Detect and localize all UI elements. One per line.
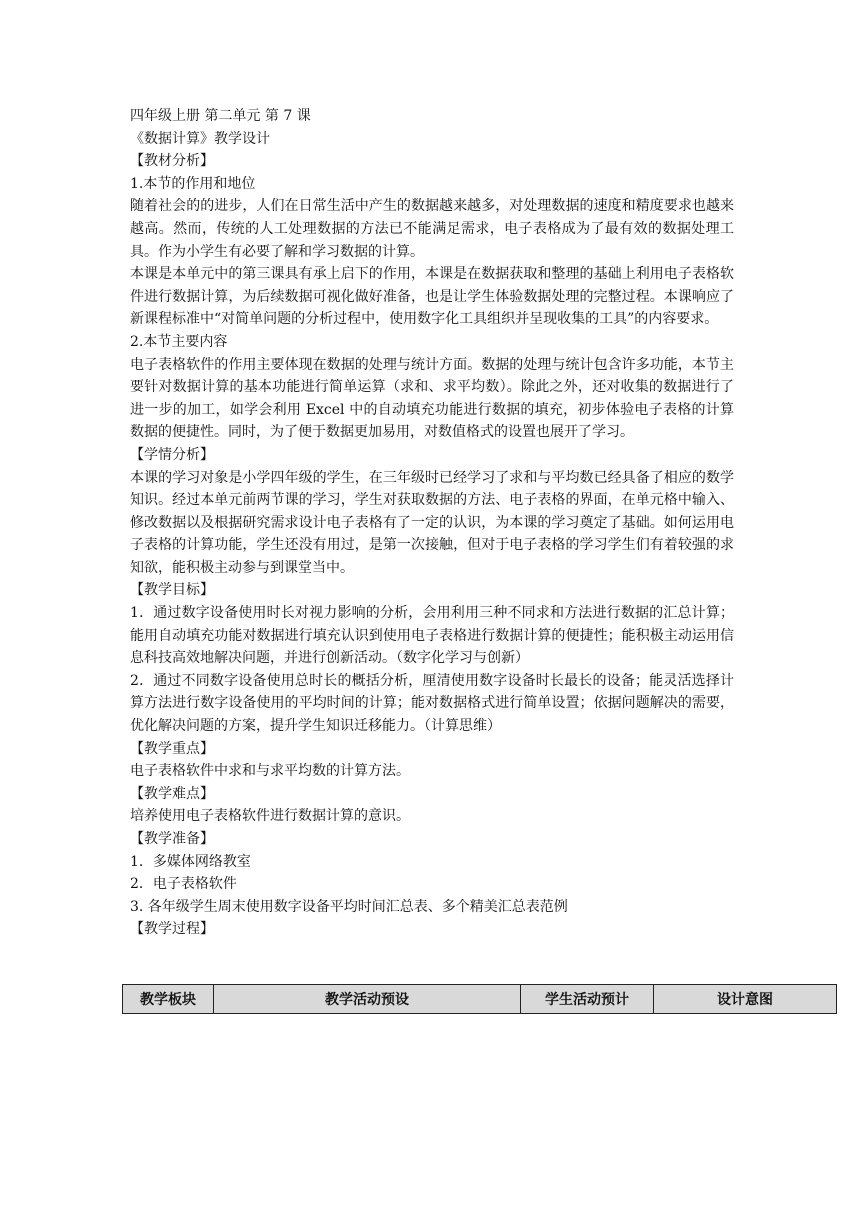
header-cell-student-activity: 学生活动预计 xyxy=(521,985,654,1014)
section-heading-student-analysis: 【学情分析】 xyxy=(130,446,214,463)
teaching-process-table xyxy=(122,984,837,1014)
paragraph-student-analysis: 本课的学习对象是小学四年级的学生，在三年级时已经学习了求和与平均数已经具备了相应的数学知识。经过本单元前两节课的学习，学生对获取数据的方法、电子表格的界面，在单元格中输入、修改数据以及根据研究需求设计电子表格有了一定的认识，为本课的学习奠定了基础。如何运用电子表格的计算功能，学生还没有用过，是第一次接触，但对于电子表格的学习学生们有着较强的求知欲，能积极主动参与到课堂当中。 xyxy=(130,469,734,576)
header-cell-design-intent: 设计意图 xyxy=(654,985,837,1014)
section-heading-teaching-goals: 【教学目标】 xyxy=(130,582,214,599)
paragraph-role-1: 随着社会的的进步，人们在日常生活中产生的数据越来越多，对处理数据的速度和精度要求也越来越高。然而，传统的人工处理数据的方法已不能满足需求，电子表格成为了最有效的数据处理工具。作为小学生有必要了解和学习数据的计算。 xyxy=(130,198,734,260)
section-heading-teaching-process: 【教学过程】 xyxy=(130,921,214,938)
list-item: 2．电子表格软件 xyxy=(130,876,237,893)
section-heading-preparation: 【教学准备】 xyxy=(130,831,214,847)
subheading-main-content: 2.本节主要内容 xyxy=(130,333,228,350)
header-cell-teaching-block: 教学板块 xyxy=(123,985,214,1014)
paragraph-role-2: 本课是本单元中的第三课具有承上启下的作用，本课是在数据获取和整理的基础上利用电子表格软件进行数据计算，为后续数据可视化做好准备，也是让学生体验数据处理的完整过程。本课响应了新课程标准中“对简单问题的分析过程中，使用数字化工具组织并呈现收集的工具”的内容要求。 xyxy=(130,266,734,328)
paragraph-difficult-points: 培养使用电子表格软件进行数据计算的意识。 xyxy=(130,808,410,825)
section-heading-difficult-points: 【教学难点】 xyxy=(130,785,214,802)
subheading-role-and-position: 1.本节的作用和地位 xyxy=(130,175,256,192)
list-item: 3. 各年级学生周末使用数字设备平均时间汇总表、多个精美汇总表范例 xyxy=(130,898,568,915)
course-header-line: 四年级上册 第二单元 第 7 课 xyxy=(130,108,311,124)
paragraph-goal-1: 1．通过数字设备使用时长对视力影响的分析，会用利用三种不同求和方法进行数据的汇总计算；能用自动填充功能对数据进行填充认识到使用电子表格进行数据计算的便捷性；能积极主动运用信息科技高效地解决问题，并进行创新活动。（数字化学习与创新） xyxy=(130,605,734,667)
section-heading-textbook-analysis: 【教材分析】 xyxy=(130,153,214,170)
paragraph-main-content: 电子表格软件的作用主要体现在数据的处理与统计方面。数据的处理与统计包含许多功能，本节主要针对数据计算的基本功能进行简单运算（求和、求平均数）。除此之外，还对收集的数据进行了进一步的加工，如学会利用 Excel 中的自动填充功能进行数据的填充，初步体验电子表格的计算数据的便捷性。同时，为了便于数据更加易用，对数值格式的设置也展开了学习。 xyxy=(130,356,734,441)
table-header-row xyxy=(123,985,837,1014)
document-body xyxy=(130,105,734,941)
header-cell-teaching-activity: 教学活动预设 xyxy=(214,985,521,1014)
list-item: 1．多媒体网络教室 xyxy=(130,853,251,870)
paragraph-key-points: 电子表格软件中求和与求平均数的计算方法。 xyxy=(130,763,410,780)
paragraph-goal-2: 2．通过不同数字设备使用总时长的概括分析，厘清使用数字设备时长最长的设备；能灵活选择计算方法进行数字设备使用的平均时间的计算；能对数据格式进行简单设置；依据问题解决的需要，优化解决问题的方案，提升学生知识迁移能力。（计算思维） xyxy=(130,672,734,735)
document-title: 《数据计算》教学设计 xyxy=(130,130,270,147)
section-heading-key-points: 【教学重点】 xyxy=(130,740,214,757)
